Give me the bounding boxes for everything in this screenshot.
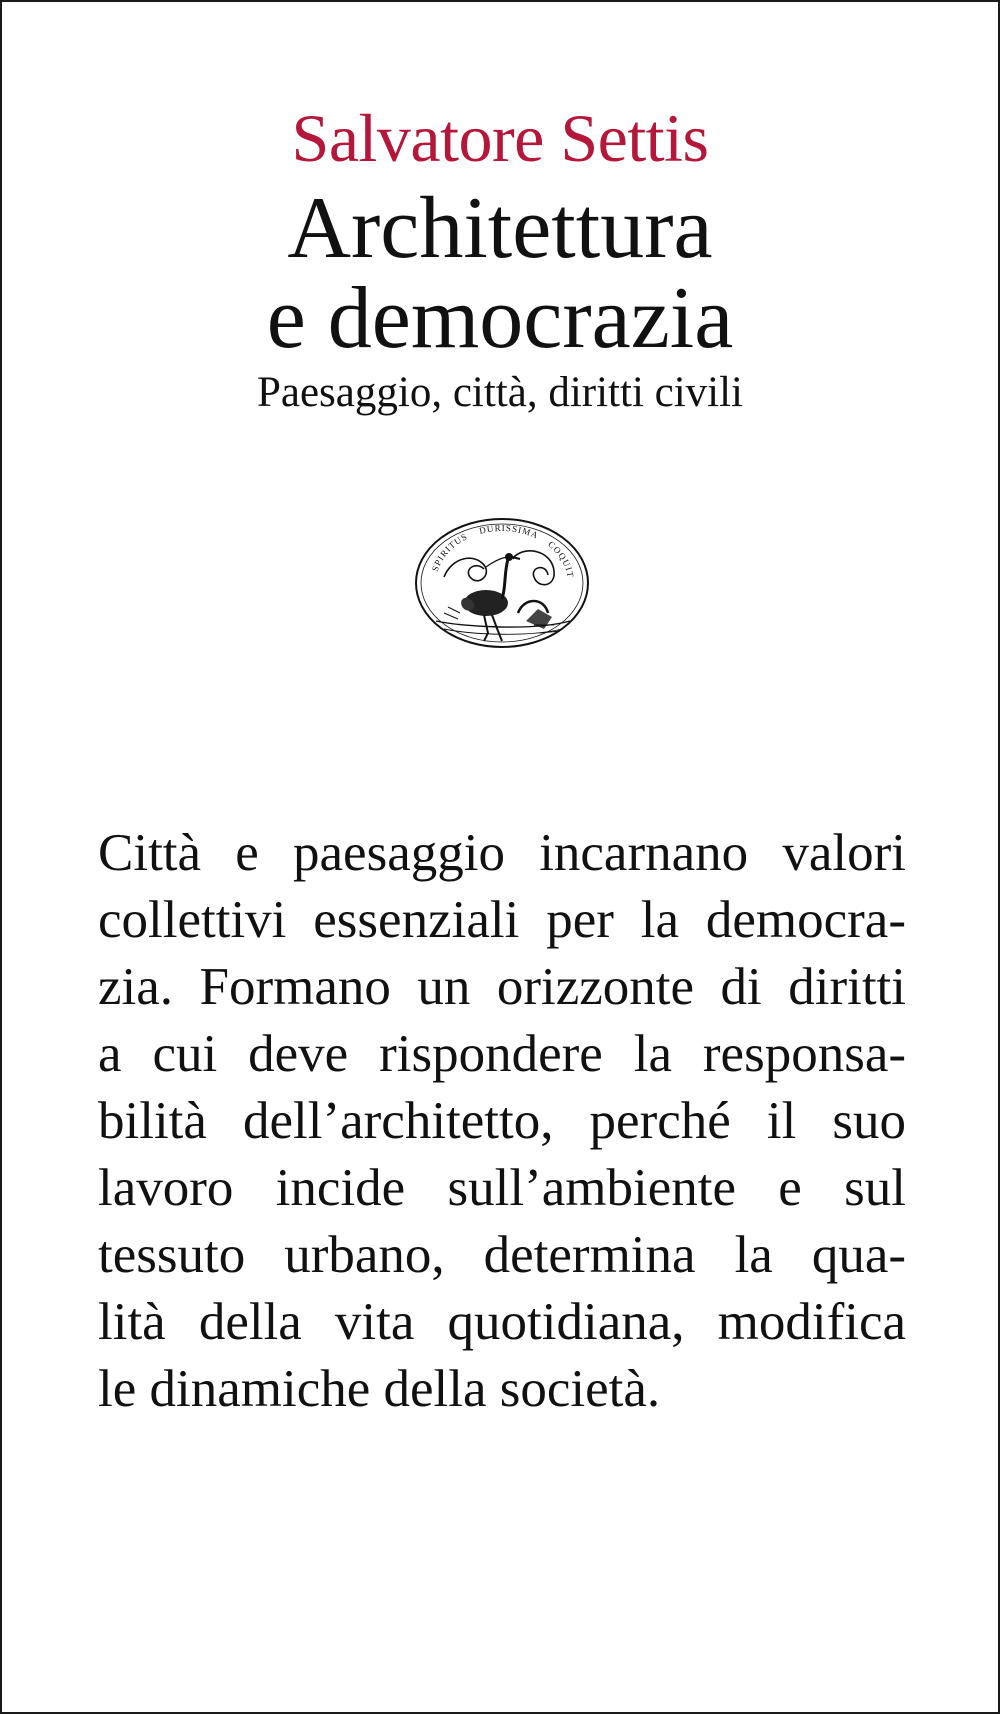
- title-line-2: e democrazia: [266, 270, 734, 367]
- blurb-line-3: zia. Formano un orizzonte di diritti: [98, 958, 906, 1016]
- motto-left: SPIRITUS: [429, 531, 470, 573]
- ostrich-emblem-icon: [414, 517, 590, 649]
- book-title: [2, 180, 998, 367]
- blurb-line-5: bilità dell’architetto, perché il suo: [98, 1092, 906, 1150]
- blurb-line-4: a cui deve rispondere la responsa-: [98, 1025, 906, 1083]
- blurb-line-1: Città e paesaggio incarnano valori: [98, 824, 906, 882]
- book-subtitle: Paesaggio, città, diritti civili: [256, 369, 744, 416]
- blurb-line-7: tessuto urbano, determina la qua-: [98, 1226, 906, 1284]
- motto-top: DURISSIMA: [478, 522, 541, 541]
- motto-right: COQUIT: [546, 539, 576, 579]
- blurb-line-8: lità della vita quotidiana, modifica: [98, 1293, 906, 1351]
- blurb-line-6: lavoro incide sull’ambiente e sul: [98, 1159, 906, 1217]
- blurb-line-9: le dinamiche della società.: [98, 1360, 661, 1418]
- blurb-line-2: collettivi essenziali per la democra-: [98, 891, 906, 949]
- blurb-text: [98, 820, 906, 1423]
- author-name: Salvatore Settis: [291, 100, 709, 176]
- title-line-1: Architettura: [287, 180, 713, 277]
